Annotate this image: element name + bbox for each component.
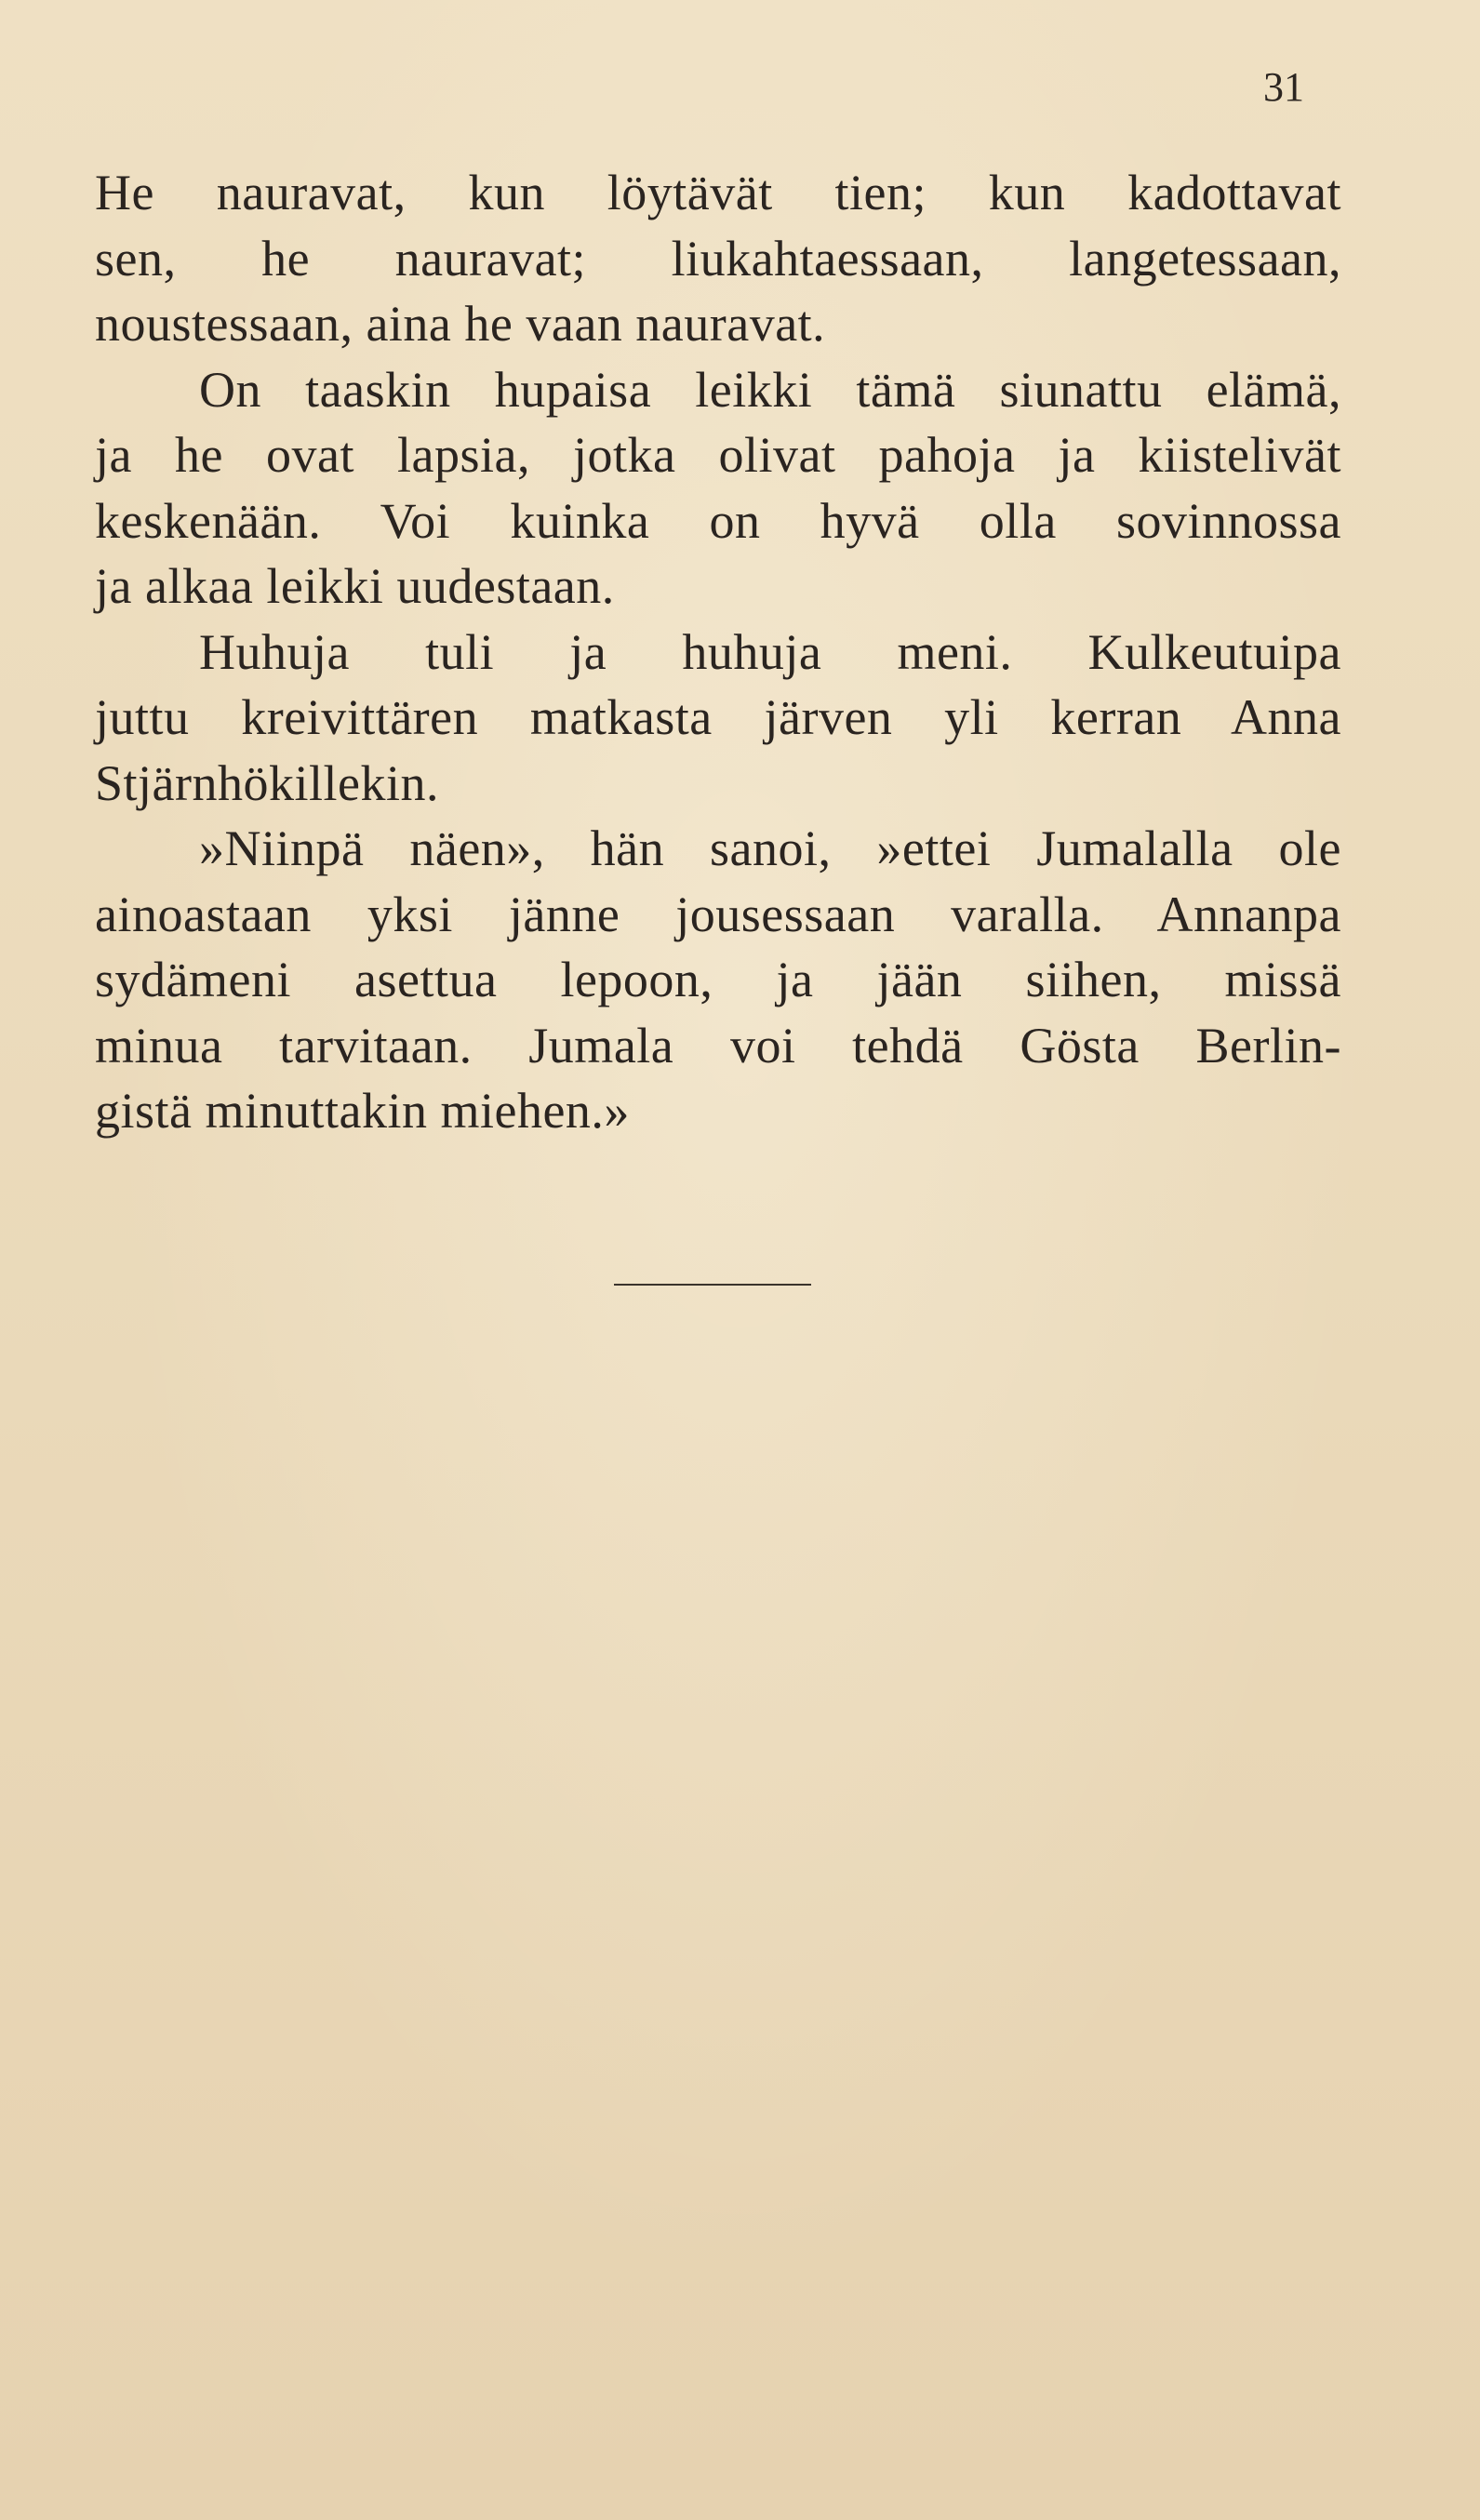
text-line: On taaskin hupaisa leikki tämä siunattu elämä, <box>199 361 1341 418</box>
text-line: »Niinpä näen», hän sanoi, »ettei Jumalalla ole <box>199 820 1341 876</box>
text-line: sen, he nauravat; liukahtaessaan, langetessaan, <box>95 230 1341 287</box>
text-line: ainoastaan yksi jänne jousessaan varalla. Annanpa <box>95 886 1341 942</box>
text-line: Huhuja tuli ja huhuja meni. Kulkeutuipa <box>199 623 1341 680</box>
text-line: He nauravat, kun löytävät tien; kun kadottavat <box>95 165 1341 220</box>
text-line: gistä minuttakin miehen.» <box>95 1083 630 1139</box>
text-line: ja he ovat lapsia, jotka olivat pahoja ja kiistelivät <box>95 427 1341 483</box>
text-line: ja alkaa leikki uudestaan. <box>95 558 615 614</box>
text-line: Stjärnhökillekin. <box>95 754 439 811</box>
text-line: minua tarvitaan. Jumala voi tehdä Gösta Berlin- <box>95 1017 1341 1073</box>
text-line: sydämeni asettua lepoon, ja jään siihen, missä <box>95 952 1341 1007</box>
chapter-end-rule <box>614 1284 811 1286</box>
page-number: 31 <box>1263 64 1304 110</box>
body-text <box>95 160 1341 1144</box>
text-line: keskenään. Voi kuinka on hyvä olla sovinnossa <box>95 492 1341 549</box>
text-line: noustessaan, aina he vaan nauravat. <box>95 296 826 352</box>
text-line: juttu kreivittären matkasta järven yli kerran Anna <box>95 689 1341 745</box>
